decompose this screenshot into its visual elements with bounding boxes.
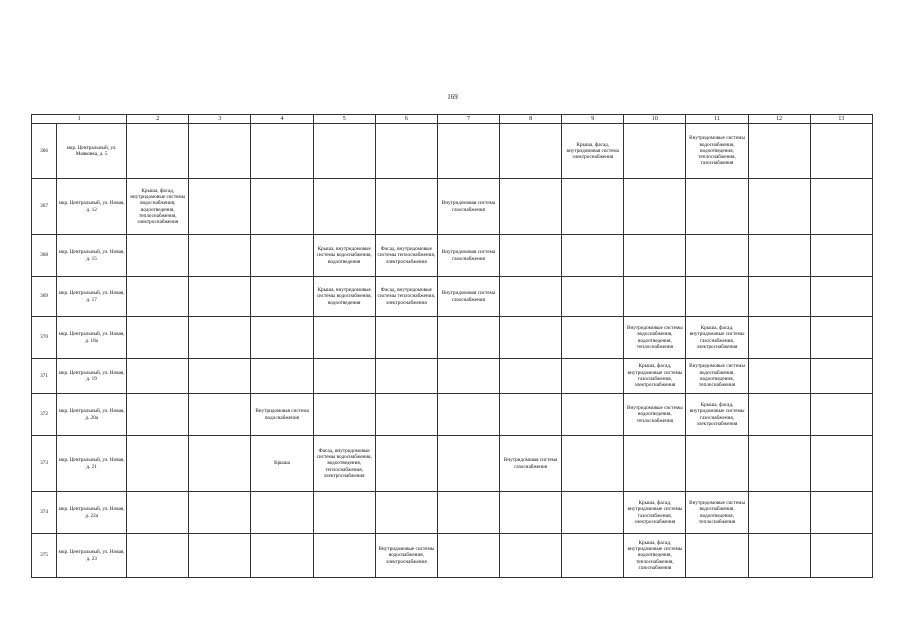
column-header: 4 [251,115,313,124]
work-cell [810,179,872,235]
work-cell [500,317,562,359]
work-cell [189,235,251,277]
work-cell: Крыша, фасад, внутридомовые системы газоснабжения, электроснабжения [686,394,748,436]
work-cell [127,436,189,492]
column-number-row [32,115,873,124]
work-cell [437,534,499,578]
work-cell [810,492,872,534]
work-cell: Внутридомовая система водоснабжения [251,394,313,436]
work-cell [313,359,375,394]
work-cell [127,124,189,179]
work-cell [686,436,748,492]
column-header: 11 [686,115,748,124]
address-cell: мкр. Центральный, ул. Новая, д. 12 [57,179,127,235]
column-header: 9 [562,115,624,124]
table-row [32,534,873,578]
work-cell [810,277,872,317]
work-cell [127,492,189,534]
column-header: 5 [313,115,375,124]
work-cell [500,492,562,534]
address-cell: мкр. Центральный, ул. Новая, д. 17 [57,277,127,317]
work-cell: Внутридомовые системы водоотведения, теплоснабжения [624,394,686,436]
work-cell [437,394,499,436]
work-cell [313,394,375,436]
work-cell [375,359,437,394]
table-row [32,235,873,277]
work-cell [437,492,499,534]
work-cell [313,179,375,235]
table-row [32,492,873,534]
address-cell: мкр. Центральный, ул. Новая, д. 19 [57,359,127,394]
work-cell [500,359,562,394]
row-number: 372 [32,394,57,436]
work-cell [624,179,686,235]
work-cell [748,179,810,235]
row-number: 373 [32,436,57,492]
column-header: 2 [127,115,189,124]
work-cell [810,124,872,179]
work-cell [127,277,189,317]
work-cell [562,359,624,394]
work-cell [127,394,189,436]
work-cell [375,492,437,534]
column-header: 12 [748,115,810,124]
address-cell: мкр. Центральный, ул. Новая, д. 20а [57,394,127,436]
address-cell: мкр. Центральный, ул. Новая, д. 23 [57,534,127,578]
work-cell [375,436,437,492]
work-cell: Фасад, внутридомовые системы водоснабжения, водоотведения, теплоснабжения, электроснабжения [313,436,375,492]
work-cell: Фасад, внутридомовые системы теплоснабжения, электроснабжения [375,235,437,277]
row-number: 374 [32,492,57,534]
work-cell [500,179,562,235]
work-cell [748,436,810,492]
work-cell [251,359,313,394]
work-cell [748,359,810,394]
address-cell: мкр. Центральный, ул. Новая, д. 15 [57,235,127,277]
work-cell [437,359,499,394]
work-cell: Внутридомовая система газоснабжения [437,179,499,235]
work-cell [189,492,251,534]
address-cell: мкр. Центральный, ул. Маяковка, д. 5 [57,124,127,179]
work-cell [500,235,562,277]
column-header: 8 [500,115,562,124]
page-number: 169 [447,93,458,101]
work-cell [251,317,313,359]
work-cell [748,124,810,179]
repair-schedule-table [31,114,873,578]
work-cell [251,124,313,179]
work-cell: Внутридомовые системы водоснабжения, водоотведения, теплоснабжения [686,492,748,534]
row-number: 368 [32,235,57,277]
work-cell [624,124,686,179]
work-cell [251,235,313,277]
work-cell [686,534,748,578]
row-number: 366 [32,124,57,179]
work-cell: Внутридомовые системы водоснабжения, водоотведения, теплоснабжения, газоснабжения [686,124,748,179]
work-cell: Крыша, фасад, внутридомовые системы газоснабжения, электроснабжения [624,359,686,394]
work-cell [500,277,562,317]
work-cell [189,359,251,394]
work-cell [375,179,437,235]
work-cell [562,179,624,235]
work-cell [251,534,313,578]
work-cell [500,394,562,436]
column-header: 13 [810,115,872,124]
work-cell: Крыша, фасад, внутридомовые системы водоснабжения, водоотведения, теплоснабжения, электроснабжения [127,179,189,235]
column-header: 10 [624,115,686,124]
work-cell [313,317,375,359]
work-cell: Внутридомовая система газоснабжения [500,436,562,492]
work-cell [562,436,624,492]
address-cell: мкр. Центральный, ул. Новая, д. 18а [57,317,127,359]
work-cell: Крыша, фасад, внутридомовая система электроснабжения [562,124,624,179]
work-cell [189,179,251,235]
table-row [32,179,873,235]
work-cell [313,534,375,578]
work-cell [375,317,437,359]
work-cell [127,534,189,578]
row-number: 370 [32,317,57,359]
work-cell [748,235,810,277]
work-cell: Крыша, внутридомовые системы водоснабжения, водоотведения [313,235,375,277]
work-cell [748,277,810,317]
column-header: 6 [375,115,437,124]
work-cell: Внутридомовые системы водоснабжения, электроснабжения [375,534,437,578]
column-header: 7 [437,115,499,124]
table-row [32,436,873,492]
work-cell: Фасад, внутридомовые системы теплоснабжения, электроснабжения [375,277,437,317]
table-row [32,277,873,317]
work-cell [748,534,810,578]
work-cell [562,534,624,578]
row-number: 369 [32,277,57,317]
address-cell: мкр. Центральный, ул. Новая, д. 22а [57,492,127,534]
row-number: 367 [32,179,57,235]
column-header: 1 [32,115,127,124]
row-number: 371 [32,359,57,394]
work-cell [375,394,437,436]
work-cell [437,124,499,179]
work-cell [748,317,810,359]
work-cell [127,317,189,359]
work-cell [562,492,624,534]
work-cell: Крыша, фасад, внутридомовые системы водоотведения, теплоснабжения, газоснабжения [624,534,686,578]
work-cell [748,394,810,436]
work-cell [313,124,375,179]
work-cell: Крыша, фасад, внутридомовые системы газоснабжения, электроснабжения [686,317,748,359]
work-cell [251,277,313,317]
work-cell [189,534,251,578]
work-cell [251,179,313,235]
work-cell: Крыша, внутридомовые системы водоснабжения, водоотведения [313,277,375,317]
work-cell: Крыша [251,436,313,492]
work-cell [500,534,562,578]
work-cell [437,317,499,359]
work-cell [127,235,189,277]
work-cell [624,277,686,317]
work-cell [189,394,251,436]
work-cell [810,436,872,492]
work-cell: Внутридомовая система газоснабжения [437,235,499,277]
table-row [32,124,873,179]
work-cell [562,317,624,359]
work-cell [810,534,872,578]
work-cell [562,394,624,436]
work-cell: Внутридомовые системы водоснабжения, водоотведения, теплоснабжения [624,317,686,359]
work-cell [500,124,562,179]
work-cell [437,436,499,492]
work-cell [313,492,375,534]
work-cell [624,436,686,492]
work-cell: Внутридомовая система газоснабжения [437,277,499,317]
work-cell [748,492,810,534]
work-cell: Внутридомовые системы водоснабжения, водоотведения, теплоснабжения [686,359,748,394]
table-row [32,394,873,436]
work-cell [189,124,251,179]
work-cell [562,277,624,317]
table-row [32,359,873,394]
work-cell [189,436,251,492]
work-cell [686,235,748,277]
work-cell [810,317,872,359]
work-cell [810,235,872,277]
work-cell [189,317,251,359]
work-cell [189,277,251,317]
work-cell [127,359,189,394]
work-cell [375,124,437,179]
work-cell [810,394,872,436]
work-cell [562,235,624,277]
table-row [32,317,873,359]
work-cell [810,359,872,394]
work-cell [686,179,748,235]
work-cell: Крыша, фасад, внутридомовые системы газоснабжения, электроснабжения [624,492,686,534]
column-header: 3 [189,115,251,124]
work-cell [624,235,686,277]
work-cell [251,492,313,534]
address-cell: мкр. Центральный, ул. Новая, д. 21 [57,436,127,492]
work-cell [686,277,748,317]
row-number: 375 [32,534,57,578]
